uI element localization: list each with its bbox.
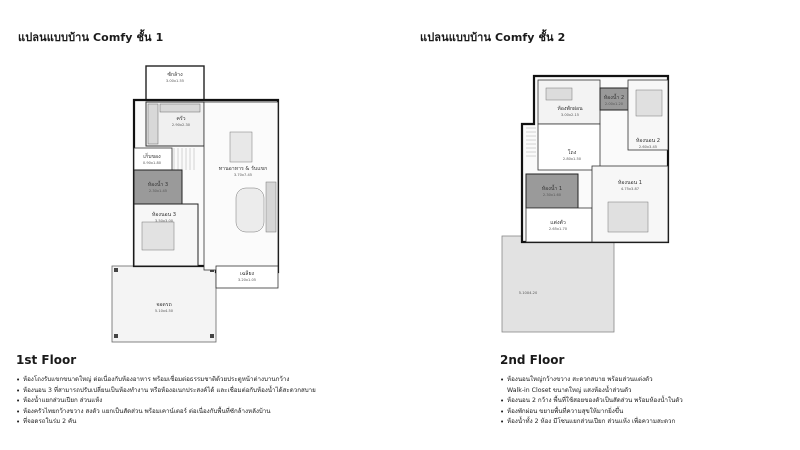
room-label: เฉลียง <box>239 271 255 277</box>
coffee-table <box>236 188 264 232</box>
floor1-label: 1st Floor <box>16 353 77 367</box>
kitchen-counter <box>148 104 158 144</box>
plan2-title: แปลนแบบบ้าน Comfy ชั้น 2 <box>420 31 566 44</box>
bed <box>142 222 174 250</box>
column <box>114 334 118 338</box>
note-item: • ที่จอดรถในร่ม 2 คัน <box>16 417 316 428</box>
room-label: ห้องน้ำ 1 <box>541 186 563 192</box>
room-label: ห้องพักผ่อน <box>557 106 583 112</box>
family-room <box>538 80 600 124</box>
room-label: ซักล้าง <box>167 72 183 78</box>
room-size: 0.90x1.80 <box>142 161 162 165</box>
room-label: แต่งตัว <box>550 220 566 226</box>
room-size: 2.00x1.20 <box>604 102 624 106</box>
bed <box>608 202 648 232</box>
note-item: Walk-in Closet ขนาดใหญ่ แสงห้องน้ำส่วนตัว <box>507 386 632 394</box>
note-item: • ห้องนอนใหญ่กว้างขวาง สะดวกสบาย พร้อมส่วนแต่งตัว <box>500 375 683 386</box>
note-item: • ห้องนอน 2 กว้าง พื้นที่ใช้สอยของตัวเป็นสัดส่วน พร้อมห้องน้ำในตัว <box>500 396 683 407</box>
room-label: ห้องน้ำ 2 <box>603 95 625 101</box>
room-label: ห้องน้ำ 3 <box>147 182 169 188</box>
room-size: 3.20x1.05 <box>237 278 257 282</box>
room-size: 2.80x1.50 <box>562 157 582 161</box>
room-label: ห้องนอน 1 <box>617 180 643 186</box>
floor2-plan-drawing <box>498 66 698 336</box>
roof-size: 5.10X4.20 <box>518 291 538 295</box>
plan1-title: แปลนแบบบ้าน Comfy ชั้น 1 <box>18 31 164 44</box>
sofa <box>546 88 572 100</box>
room-size: 2.90x2.30 <box>171 123 191 127</box>
note-item: • ห้องน้ำแยกส่วนเปียก ส่วนแห้ง <box>16 396 316 407</box>
floor2-notes <box>500 375 683 428</box>
sofa <box>266 182 276 232</box>
note-item: • ห้องครัวไทยกว้างขวาง สงตัว แยกเป็นสัดส่วน พร้อมเคาน์เตอร์ ต่อเนื่องกับพื้นที่ซักล้างหลังบ้าน <box>16 407 316 418</box>
dining-table <box>230 132 252 162</box>
room-size: 3.50x3.00 <box>154 219 174 223</box>
room-label: ทานอาหาร & รับแขก <box>218 166 268 172</box>
note-item: • ห้องพักผ่อน ขยายพื้นที่ความสุขให้มากยิ่งขึ้น <box>500 407 683 418</box>
room-size: 3.00x2.15 <box>560 113 580 117</box>
roof-area <box>502 236 614 332</box>
room-size: 2.60x3.45 <box>638 145 658 149</box>
porch <box>216 266 278 288</box>
room-size: 3.70x7.45 <box>233 173 253 177</box>
room-size: 4.75x3.87 <box>620 187 640 191</box>
room-size: 2.30x1.45 <box>148 189 168 193</box>
column <box>114 268 118 272</box>
room-size: 2.30x1.60 <box>542 193 562 197</box>
column <box>210 334 214 338</box>
floor1-notes <box>16 375 316 428</box>
room-size: 5.10x4.50 <box>154 309 174 313</box>
floor1-plan-drawing <box>104 62 314 346</box>
note-item: • ห้องนอน 3 ที่สามารถปรับเปลี่ยนเป็นห้องทำงาน หรือห้องอเนกประสงค์ได้ และเชื่อมต่อกับห้องน้ำได้สะดวกสบาย <box>16 386 316 397</box>
room-label: ห้องนอน 2 <box>635 138 661 144</box>
note-item: • ห้องน้ำทั้ง 2 ห้อง มีโซนแยกส่วนเปียก ส่วนแห้ง เพื่อความสะดวก <box>500 417 683 428</box>
hall <box>538 124 600 170</box>
room-size: 2.65x1.70 <box>548 227 568 231</box>
room-label: จอดรถ <box>156 302 172 308</box>
floor2-label: 2nd Floor <box>500 353 565 367</box>
note-item: • ห้องโถงรับแขกขนาดใหญ่ ต่อเนื่องกับห้องอาหาร พร้อมเชื่อมต่อธรรมชาติด้วยประตูหน้าต่างบานกว้าง <box>16 375 316 386</box>
room-label: ครัว <box>176 116 186 122</box>
room-label: เก็บของ <box>143 154 161 160</box>
room-label: โถง <box>567 150 577 156</box>
kitchen-counter <box>160 104 200 112</box>
room-size: 3.00x1.55 <box>165 79 185 83</box>
room-label: ห้องนอน 3 <box>151 212 177 218</box>
bed <box>636 90 662 116</box>
